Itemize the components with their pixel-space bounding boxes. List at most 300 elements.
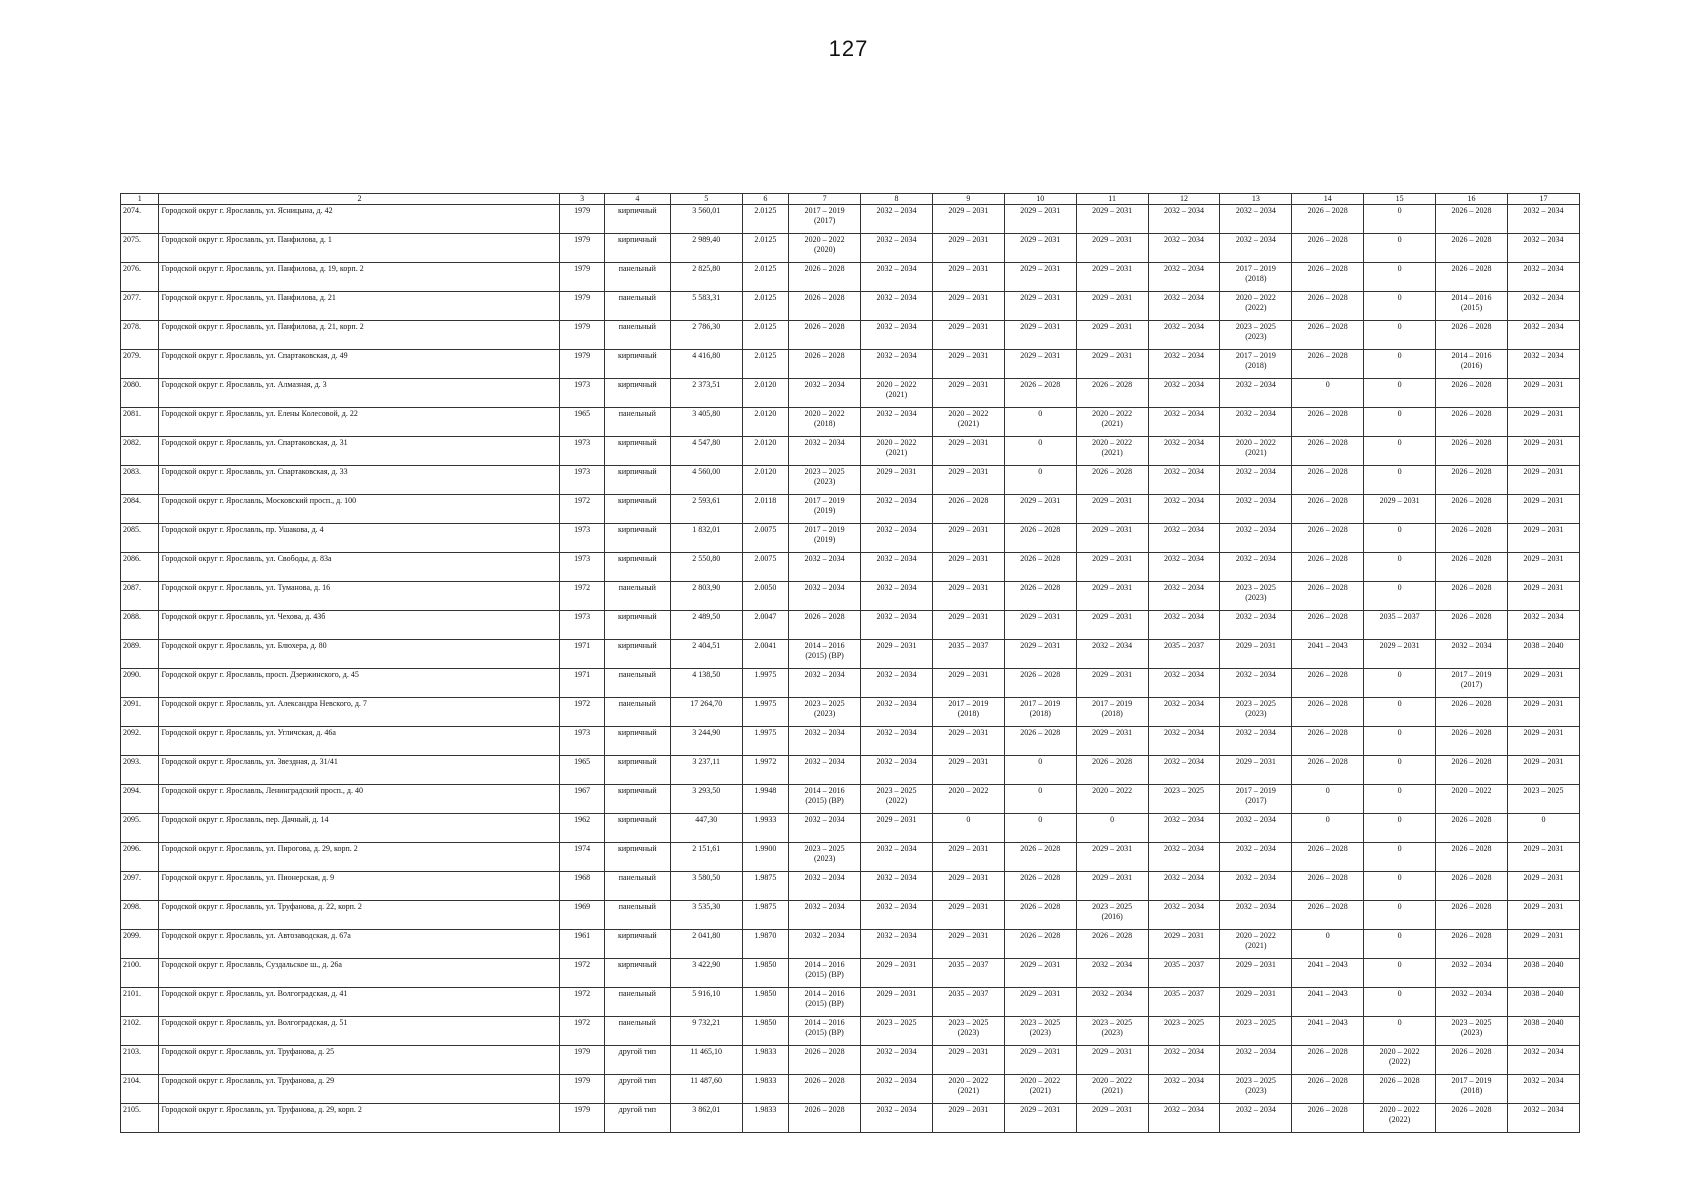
table-cell: 2014 – 2016 (2015) (ВР) <box>789 1017 861 1046</box>
table-row <box>121 901 1580 930</box>
table-cell: 2029 – 2031 <box>932 1046 1004 1075</box>
table-cell: 2.0075 <box>742 553 789 582</box>
table-cell: 447,30 <box>670 814 742 843</box>
table-cell: 2 803,90 <box>670 582 742 611</box>
table-cell: 0 <box>1364 263 1436 292</box>
table-cell: 2032 – 2034 <box>1220 843 1292 872</box>
table-cell: 2026 – 2028 <box>1004 379 1076 408</box>
table-cell: 2029 – 2031 <box>932 843 1004 872</box>
table-cell: 2029 – 2031 <box>1076 495 1148 524</box>
table-cell: 2023 – 2025 (2016) <box>1076 901 1148 930</box>
table-cell: 2026 – 2028 <box>1292 611 1364 640</box>
table-cell: 2032 – 2034 <box>1148 379 1220 408</box>
table-cell: кирпичный <box>604 553 670 582</box>
table-cell: 2026 – 2028 <box>1004 727 1076 756</box>
table-cell: 2029 – 2031 <box>1004 292 1076 321</box>
table-cell: 1979 <box>560 205 605 234</box>
address-cell: Городской округ г. Ярославль, ул. Пирогова, д. 29, корп. 2 <box>159 843 560 872</box>
table-cell: 2032 – 2034 <box>1076 988 1148 1017</box>
table-cell: 2020 – 2022 (2021) <box>1076 408 1148 437</box>
table-cell: 1.9933 <box>742 814 789 843</box>
table-cell: 2041 – 2043 <box>1292 1017 1364 1046</box>
table-cell: 2 786,30 <box>670 321 742 350</box>
table-cell: 1973 <box>560 379 605 408</box>
table-cell: 2032 – 2034 <box>789 756 861 785</box>
table-cell: 2032 – 2034 <box>861 205 933 234</box>
table-cell: кирпичный <box>604 756 670 785</box>
table-row <box>121 843 1580 872</box>
table-cell: 2032 – 2034 <box>1148 205 1220 234</box>
table-cell: кирпичный <box>604 205 670 234</box>
table-cell: 2032 – 2034 <box>1148 495 1220 524</box>
address-cell: Городской округ г. Ярославль, ул. Волгоградская, д. 41 <box>159 988 560 1017</box>
table-cell: 2083. <box>121 466 159 495</box>
table-cell: 2032 – 2034 <box>1076 640 1148 669</box>
column-header: 17 <box>1507 194 1579 205</box>
table-cell: 1972 <box>560 495 605 524</box>
table-row <box>121 611 1580 640</box>
table-cell: 0 <box>1364 698 1436 727</box>
table-cell: 1973 <box>560 727 605 756</box>
table-cell: 2026 – 2028 <box>1292 727 1364 756</box>
table-cell: 4 416,80 <box>670 350 742 379</box>
table-cell: 1.9850 <box>742 1017 789 1046</box>
table-cell: 2026 – 2028 <box>1292 698 1364 727</box>
table-cell: 2017 – 2019 (2018) <box>1220 263 1292 292</box>
table-cell: 2023 – 2025 (2023) <box>1004 1017 1076 1046</box>
table-cell: 5 916,10 <box>670 988 742 1017</box>
table-cell: кирпичный <box>604 495 670 524</box>
table-cell: 2.0120 <box>742 466 789 495</box>
table-cell: 2029 – 2031 <box>932 756 1004 785</box>
table-cell: 2032 – 2034 <box>861 292 933 321</box>
table-cell: 2032 – 2034 <box>789 379 861 408</box>
table-cell: 2032 – 2034 <box>1220 553 1292 582</box>
table-cell: 2026 – 2028 <box>1292 872 1364 901</box>
table-cell: 2023 – 2025 (2023) <box>1220 698 1292 727</box>
table-cell: 1.9975 <box>742 698 789 727</box>
column-header: 15 <box>1364 194 1436 205</box>
table-row <box>121 1046 1580 1075</box>
table-cell: панельный <box>604 263 670 292</box>
table-cell: 2029 – 2031 <box>1148 930 1220 959</box>
table-cell: 2029 – 2031 <box>1076 1104 1148 1133</box>
table-cell: 2029 – 2031 <box>1004 205 1076 234</box>
table-cell: 2017 – 2019 (2019) <box>789 524 861 553</box>
table-cell: 2032 – 2034 <box>1148 872 1220 901</box>
table-cell: 2020 – 2022 <box>1076 785 1148 814</box>
table-cell: 2032 – 2034 <box>1220 524 1292 553</box>
table-cell: 2026 – 2028 <box>1004 872 1076 901</box>
table-cell: 2023 – 2025 <box>1507 785 1579 814</box>
table-cell: 2029 – 2031 <box>932 205 1004 234</box>
table-cell: 1979 <box>560 350 605 379</box>
table-cell: 2023 – 2025 (2023) <box>1220 1075 1292 1104</box>
address-cell: Городской округ г. Ярославль, ул. Волгоградская, д. 51 <box>159 1017 560 1046</box>
table-cell: 2035 – 2037 <box>1148 988 1220 1017</box>
table-cell: 2041 – 2043 <box>1292 959 1364 988</box>
table-cell: 9 732,21 <box>670 1017 742 1046</box>
table-cell: 2029 – 2031 <box>861 640 933 669</box>
table-cell: 1.9900 <box>742 843 789 872</box>
table-cell: 2026 – 2028 <box>1436 466 1508 495</box>
table-cell: 2026 – 2028 <box>1292 843 1364 872</box>
table-cell: 1979 <box>560 1104 605 1133</box>
table-cell: 1.9850 <box>742 988 789 1017</box>
table-cell: 2029 – 2031 <box>1076 1046 1148 1075</box>
column-header: 3 <box>560 194 605 205</box>
table-cell: 2029 – 2031 <box>1004 1104 1076 1133</box>
table-cell: панельный <box>604 988 670 1017</box>
table-cell: 2 825,80 <box>670 263 742 292</box>
table-cell: 2023 – 2025 (2023) <box>1220 582 1292 611</box>
table-cell: 1.9833 <box>742 1075 789 1104</box>
table-cell: 1972 <box>560 582 605 611</box>
table-cell: 2029 – 2031 <box>1076 872 1148 901</box>
table-cell: 1.9870 <box>742 930 789 959</box>
table-cell: 2026 – 2028 <box>1436 495 1508 524</box>
table-cell: 2020 – 2022 (2021) <box>1076 1075 1148 1104</box>
table-cell: 2026 – 2028 <box>1004 669 1076 698</box>
table-cell: 2032 – 2034 <box>1220 669 1292 698</box>
table-cell: 2026 – 2028 <box>1436 379 1508 408</box>
table-cell: 2029 – 2031 <box>1004 321 1076 350</box>
table-cell: 2032 – 2034 <box>1507 350 1579 379</box>
table-cell: кирпичный <box>604 234 670 263</box>
table-cell: 0 <box>1364 205 1436 234</box>
table-cell: 2032 – 2034 <box>861 1075 933 1104</box>
table-cell: 0 <box>1364 785 1436 814</box>
table-cell: 2029 – 2031 <box>1076 321 1148 350</box>
table-cell: 2029 – 2031 <box>1507 669 1579 698</box>
table-cell: 2029 – 2031 <box>932 930 1004 959</box>
table-cell: 0 <box>1076 814 1148 843</box>
table-cell: 0 <box>1364 292 1436 321</box>
table-cell: 2029 – 2031 <box>932 1104 1004 1133</box>
table-cell: 2026 – 2028 <box>1004 524 1076 553</box>
table-cell: 2032 – 2034 <box>1148 234 1220 263</box>
table-cell: 2020 – 2022 (2021) <box>1220 437 1292 466</box>
table-cell: 2026 – 2028 <box>1292 1104 1364 1133</box>
table-cell: 2026 – 2028 <box>1436 205 1508 234</box>
table-cell: 1.9875 <box>742 872 789 901</box>
table-cell: 1.9972 <box>742 756 789 785</box>
table-cell: 1965 <box>560 756 605 785</box>
table-cell: 2032 – 2034 <box>861 1104 933 1133</box>
table-cell: 0 <box>1364 234 1436 263</box>
table-cell: 17 264,70 <box>670 698 742 727</box>
table-cell: 1961 <box>560 930 605 959</box>
table-cell: 2.0125 <box>742 350 789 379</box>
table-cell: 2032 – 2034 <box>861 611 933 640</box>
table-cell: 2.0125 <box>742 205 789 234</box>
table-cell: 2020 – 2022 (2021) <box>1076 437 1148 466</box>
table-cell: 2032 – 2034 <box>789 437 861 466</box>
table-cell: 2029 – 2031 <box>1220 959 1292 988</box>
table-cell: 2017 – 2019 (2017) <box>1436 669 1508 698</box>
table-cell: 1.9948 <box>742 785 789 814</box>
table-row <box>121 814 1580 843</box>
table-cell: 2032 – 2034 <box>789 814 861 843</box>
table-cell: 2026 – 2028 <box>1076 930 1148 959</box>
table-cell: 3 862,01 <box>670 1104 742 1133</box>
table-cell: 2105. <box>121 1104 159 1133</box>
table-cell: 2035 – 2037 <box>1148 640 1220 669</box>
table-cell: 5 583,31 <box>670 292 742 321</box>
table-cell: 2020 – 2022 (2021) <box>861 379 933 408</box>
table-cell: 2026 – 2028 <box>932 495 1004 524</box>
table-cell: 2026 – 2028 <box>1292 466 1364 495</box>
table-cell: 2029 – 2031 <box>932 437 1004 466</box>
table-cell: 3 535,30 <box>670 901 742 930</box>
table-cell: 2023 – 2025 <box>1220 1017 1292 1046</box>
table-cell: кирпичный <box>604 437 670 466</box>
table-cell: 2029 – 2031 <box>1004 959 1076 988</box>
table-cell: 2014 – 2016 (2015) (ВР) <box>789 785 861 814</box>
table-cell: 2086. <box>121 553 159 582</box>
table-cell: кирпичный <box>604 379 670 408</box>
table-cell: 2032 – 2034 <box>789 930 861 959</box>
table-cell: 2032 – 2034 <box>1148 408 1220 437</box>
table-cell: 2 041,80 <box>670 930 742 959</box>
table-cell: 2029 – 2031 <box>1507 524 1579 553</box>
table-cell: 2 550,80 <box>670 553 742 582</box>
page-number: 127 <box>828 36 869 61</box>
table-cell: 2103. <box>121 1046 159 1075</box>
table-cell: 1.9850 <box>742 959 789 988</box>
table-cell: 2085. <box>121 524 159 553</box>
table-row <box>121 495 1580 524</box>
table-cell: 2026 – 2028 <box>1436 263 1508 292</box>
table-cell: 0 <box>1507 814 1579 843</box>
table-cell: 1.9975 <box>742 727 789 756</box>
column-header: 8 <box>861 194 933 205</box>
table-cell: 2029 – 2031 <box>1364 495 1436 524</box>
table-cell: 1979 <box>560 263 605 292</box>
table-cell: 2029 – 2031 <box>1507 553 1579 582</box>
table-cell: 2026 – 2028 <box>1292 1046 1364 1075</box>
table-cell: 2026 – 2028 <box>1076 756 1148 785</box>
address-cell: Городской округ г. Ярославль, ул. Панфилова, д. 19, корп. 2 <box>159 263 560 292</box>
table-row <box>121 437 1580 466</box>
table-cell: 0 <box>1364 408 1436 437</box>
table-cell: 2029 – 2031 <box>1507 466 1579 495</box>
table-cell: 2029 – 2031 <box>1507 698 1579 727</box>
table-cell: 2029 – 2031 <box>1507 901 1579 930</box>
column-header: 14 <box>1292 194 1364 205</box>
address-cell: Городской округ г. Ярославль, ул. Туманова, д. 16 <box>159 582 560 611</box>
table-row <box>121 1075 1580 1104</box>
table-cell: 0 <box>1004 408 1076 437</box>
table-cell: 2.0125 <box>742 263 789 292</box>
table-cell: 0 <box>1364 959 1436 988</box>
table-cell: 2032 – 2034 <box>1507 321 1579 350</box>
table-cell: 2032 – 2034 <box>1148 698 1220 727</box>
table-cell: 2029 – 2031 <box>1220 988 1292 1017</box>
table-cell: 2035 – 2037 <box>932 988 1004 1017</box>
table-cell: 2029 – 2031 <box>1004 1046 1076 1075</box>
table-cell: 2035 – 2037 <box>932 959 1004 988</box>
table-cell: 2017 – 2019 (2017) <box>789 205 861 234</box>
table-cell: 2029 – 2031 <box>1507 408 1579 437</box>
table-row <box>121 698 1580 727</box>
table-cell: 2029 – 2031 <box>1004 350 1076 379</box>
table-cell: кирпичный <box>604 930 670 959</box>
table-cell: 2029 – 2031 <box>1507 495 1579 524</box>
table-cell: 2032 – 2034 <box>861 901 933 930</box>
table-cell: 2026 – 2028 <box>1436 756 1508 785</box>
table-cell: 2032 – 2034 <box>861 263 933 292</box>
table-cell: 2032 – 2034 <box>1436 959 1508 988</box>
table-cell: 2032 – 2034 <box>1076 959 1148 988</box>
table-row <box>121 785 1580 814</box>
table-cell: 2017 – 2019 (2018) <box>1076 698 1148 727</box>
table-cell: панельный <box>604 698 670 727</box>
table-cell: 2078. <box>121 321 159 350</box>
address-cell: Городской округ г. Ярославль, ул. Звездная, д. 31/41 <box>159 756 560 785</box>
table-cell: 2026 – 2028 <box>1436 727 1508 756</box>
table-cell: 2029 – 2031 <box>1507 437 1579 466</box>
address-cell: Городской округ г. Ярославль, ул. Автозаводская, д. 67а <box>159 930 560 959</box>
table-cell: 2029 – 2031 <box>861 959 933 988</box>
table-cell: 2026 – 2028 <box>1292 350 1364 379</box>
table-cell: 2035 – 2037 <box>932 640 1004 669</box>
table-cell: 2029 – 2031 <box>932 901 1004 930</box>
table-cell: 2095. <box>121 814 159 843</box>
table-cell: 2026 – 2028 <box>789 263 861 292</box>
table-cell: 2032 – 2034 <box>1148 756 1220 785</box>
table-cell: 1.9975 <box>742 669 789 698</box>
table-cell: 2026 – 2028 <box>1004 582 1076 611</box>
table-cell: 2.0041 <box>742 640 789 669</box>
table-cell: 2032 – 2034 <box>1148 524 1220 553</box>
table-cell: 4 138,50 <box>670 669 742 698</box>
table-cell: 2029 – 2031 <box>932 872 1004 901</box>
table-cell: 2032 – 2034 <box>1148 466 1220 495</box>
table-cell: 2038 – 2040 <box>1507 988 1579 1017</box>
table-cell: 2029 – 2031 <box>1004 263 1076 292</box>
table-cell: 2026 – 2028 <box>1436 553 1508 582</box>
table-cell: 3 580,50 <box>670 872 742 901</box>
table-cell: 2023 – 2025 (2022) <box>861 785 933 814</box>
table-cell: 2.0120 <box>742 437 789 466</box>
table-cell: 2029 – 2031 <box>932 553 1004 582</box>
table-cell: 2020 – 2022 <box>932 785 1004 814</box>
table-cell: 2023 – 2025 <box>1148 785 1220 814</box>
address-cell: Городской округ г. Ярославль, ул. Труфанова, д. 29 <box>159 1075 560 1104</box>
table-cell: 2020 – 2022 (2021) <box>1004 1075 1076 1104</box>
housing-repair-schedule-table <box>120 193 1580 1133</box>
table-cell: 2041 – 2043 <box>1292 988 1364 1017</box>
table-cell: 2.0125 <box>742 234 789 263</box>
table-cell: 1972 <box>560 988 605 1017</box>
table-cell: 2014 – 2016 (2015) (ВР) <box>789 640 861 669</box>
address-cell: Городской округ г. Ярославль, ул. Труфанова, д. 25 <box>159 1046 560 1075</box>
table-cell: 1979 <box>560 1075 605 1104</box>
column-header: 7 <box>789 194 861 205</box>
table-cell: другой тип <box>604 1046 670 1075</box>
table-cell: 2026 – 2028 <box>789 1046 861 1075</box>
table-cell: 2038 – 2040 <box>1507 1017 1579 1046</box>
address-cell: Городской округ г. Ярославль, ул. Александра Невского, д. 7 <box>159 698 560 727</box>
table-cell: 2 593,61 <box>670 495 742 524</box>
table-cell: 2087. <box>121 582 159 611</box>
table-cell: 2026 – 2028 <box>1292 263 1364 292</box>
address-cell: Городской округ г. Ярославль, ул. Ясницына, д. 42 <box>159 205 560 234</box>
table-cell: 2029 – 2031 <box>1076 669 1148 698</box>
table-cell: 2029 – 2031 <box>1004 234 1076 263</box>
table-cell: 0 <box>1364 814 1436 843</box>
table-cell: 2032 – 2034 <box>1507 611 1579 640</box>
table-cell: 2026 – 2028 <box>789 292 861 321</box>
table-cell: 2032 – 2034 <box>1148 1104 1220 1133</box>
table-cell: 2032 – 2034 <box>789 727 861 756</box>
table-cell: 2029 – 2031 <box>1004 640 1076 669</box>
table-cell: 2026 – 2028 <box>1436 582 1508 611</box>
table-cell: 2032 – 2034 <box>861 872 933 901</box>
table-cell: 2029 – 2031 <box>1076 350 1148 379</box>
column-header: 12 <box>1148 194 1220 205</box>
table-cell: 2020 – 2022 (2018) <box>789 408 861 437</box>
table-cell: 2.0075 <box>742 524 789 553</box>
table-cell: 2026 – 2028 <box>1292 901 1364 930</box>
table-cell: 2081. <box>121 408 159 437</box>
table-cell: 2026 – 2028 <box>1292 205 1364 234</box>
table-cell: 2026 – 2028 <box>1436 872 1508 901</box>
table-cell: 2035 – 2037 <box>1148 959 1220 988</box>
table-cell: 2 989,40 <box>670 234 742 263</box>
table-cell: 2032 – 2034 <box>1148 611 1220 640</box>
table-cell: 2.0120 <box>742 408 789 437</box>
table-cell: 2029 – 2031 <box>861 466 933 495</box>
table-cell: 2029 – 2031 <box>932 350 1004 379</box>
table-cell: 2029 – 2031 <box>1507 872 1579 901</box>
table-cell: 2026 – 2028 <box>1292 669 1364 698</box>
table-cell: 2026 – 2028 <box>1436 814 1508 843</box>
table-cell: 2026 – 2028 <box>1004 901 1076 930</box>
column-header: 13 <box>1220 194 1292 205</box>
table-cell: 2.0047 <box>742 611 789 640</box>
table-cell: 2097. <box>121 872 159 901</box>
table-cell: 0 <box>1364 843 1436 872</box>
table-cell: 2026 – 2028 <box>1436 524 1508 553</box>
table-cell: 2020 – 2022 (2022) <box>1364 1046 1436 1075</box>
table-cell: 2100. <box>121 959 159 988</box>
table-cell: 2017 – 2019 (2018) <box>932 698 1004 727</box>
table-cell: 2076. <box>121 263 159 292</box>
table-cell: 2029 – 2031 <box>1076 292 1148 321</box>
table-cell: кирпичный <box>604 814 670 843</box>
table-cell: 2020 – 2022 (2022) <box>1220 292 1292 321</box>
table-cell: 2029 – 2031 <box>1507 756 1579 785</box>
table-cell: 2026 – 2028 <box>1436 321 1508 350</box>
table-cell: 2026 – 2028 <box>1436 1046 1508 1075</box>
column-header: 11 <box>1076 194 1148 205</box>
table-cell: панельный <box>604 669 670 698</box>
table-cell: 0 <box>1364 321 1436 350</box>
table-cell: 2 404,51 <box>670 640 742 669</box>
table-cell: 2090. <box>121 669 159 698</box>
column-header: 5 <box>670 194 742 205</box>
table-cell: 3 405,80 <box>670 408 742 437</box>
table-cell: 11 487,60 <box>670 1075 742 1104</box>
table-cell: 2029 – 2031 <box>1076 611 1148 640</box>
table-cell: 2084. <box>121 495 159 524</box>
table-cell: 1971 <box>560 669 605 698</box>
table-cell: 2032 – 2034 <box>1507 1104 1579 1133</box>
table-cell: 2038 – 2040 <box>1507 959 1579 988</box>
table-cell: 2032 – 2034 <box>861 553 933 582</box>
